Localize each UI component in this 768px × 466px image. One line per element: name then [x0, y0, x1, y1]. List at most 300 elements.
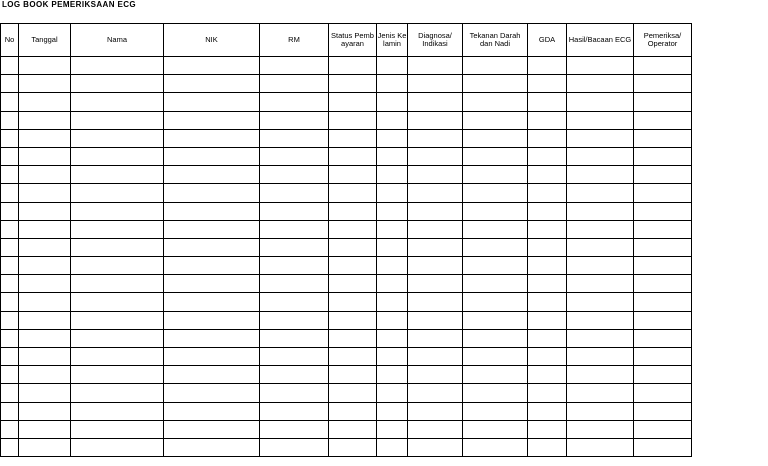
table-cell: [463, 147, 528, 165]
table-cell: [528, 147, 567, 165]
table-cell: [408, 129, 463, 147]
table-cell: [463, 184, 528, 202]
table-cell: [260, 402, 329, 420]
table-cell: [463, 129, 528, 147]
column-header-diagnosa: Diagnosa/ Indikasi: [408, 24, 463, 57]
table-row: [1, 238, 692, 256]
table-cell: [567, 420, 634, 438]
column-header-pemeriksa: Pemeriksa/ Operator: [634, 24, 692, 57]
table-cell: [408, 111, 463, 129]
table-cell: [164, 184, 260, 202]
table-cell: [408, 184, 463, 202]
table-row: [1, 220, 692, 238]
table-cell: [260, 184, 329, 202]
table-cell: [71, 75, 164, 93]
table-cell: [260, 238, 329, 256]
table-cell: [377, 93, 408, 111]
table-cell: [408, 75, 463, 93]
table-cell: [19, 184, 71, 202]
table-cell: [329, 438, 377, 456]
table-cell: [377, 257, 408, 275]
table-cell: [164, 93, 260, 111]
table-cell: [260, 275, 329, 293]
table-cell: [634, 129, 692, 147]
table-cell: [1, 93, 19, 111]
table-cell: [1, 348, 19, 366]
table-cell: [408, 311, 463, 329]
table-cell: [329, 420, 377, 438]
table-row: [1, 257, 692, 275]
table-cell: [567, 384, 634, 402]
table-cell: [463, 238, 528, 256]
table-cell: [634, 202, 692, 220]
table-cell: [463, 420, 528, 438]
table-cell: [377, 202, 408, 220]
table-cell: [528, 111, 567, 129]
table-cell: [463, 202, 528, 220]
table-row: [1, 402, 692, 420]
column-header-hasil-ecg: Hasil/Bacaan ECG: [567, 24, 634, 57]
table-cell: [1, 184, 19, 202]
table-cell: [377, 402, 408, 420]
table-row: [1, 93, 692, 111]
table-cell: [71, 220, 164, 238]
table-cell: [164, 420, 260, 438]
table-cell: [164, 75, 260, 93]
table-cell: [528, 438, 567, 456]
table-cell: [329, 402, 377, 420]
table-cell: [567, 293, 634, 311]
table-cell: [164, 311, 260, 329]
table-cell: [408, 238, 463, 256]
table-cell: [260, 202, 329, 220]
table-cell: [634, 293, 692, 311]
table-cell: [19, 438, 71, 456]
table-cell: [634, 348, 692, 366]
table-cell: [528, 329, 567, 347]
table-cell: [377, 184, 408, 202]
table-cell: [71, 293, 164, 311]
table-cell: [1, 275, 19, 293]
table-row: [1, 275, 692, 293]
table-cell: [164, 202, 260, 220]
table-cell: [567, 238, 634, 256]
table-cell: [567, 311, 634, 329]
table-cell: [260, 129, 329, 147]
table-cell: [377, 438, 408, 456]
table-cell: [19, 166, 71, 184]
table-cell: [463, 293, 528, 311]
table-cell: [1, 402, 19, 420]
table-cell: [19, 202, 71, 220]
table-cell: [377, 238, 408, 256]
table-cell: [19, 329, 71, 347]
table-cell: [1, 166, 19, 184]
table-row: [1, 438, 692, 456]
table-cell: [528, 166, 567, 184]
table-cell: [1, 366, 19, 384]
table-cell: [329, 275, 377, 293]
table-cell: [164, 111, 260, 129]
table-cell: [71, 329, 164, 347]
table-cell: [164, 384, 260, 402]
table-row: [1, 293, 692, 311]
table-cell: [260, 438, 329, 456]
table-cell: [567, 220, 634, 238]
table-cell: [164, 275, 260, 293]
logbook-table: [0, 23, 692, 457]
table-cell: [19, 75, 71, 93]
table-cell: [634, 420, 692, 438]
table-cell: [408, 57, 463, 75]
table-cell: [19, 57, 71, 75]
table-cell: [1, 384, 19, 402]
table-cell: [19, 384, 71, 402]
table-cell: [463, 166, 528, 184]
table-cell: [1, 420, 19, 438]
table-cell: [71, 57, 164, 75]
table-cell: [71, 93, 164, 111]
table-row: [1, 329, 692, 347]
table-cell: [528, 202, 567, 220]
table-cell: [1, 147, 19, 165]
table-cell: [408, 293, 463, 311]
table-cell: [260, 93, 329, 111]
table-cell: [164, 293, 260, 311]
table-cell: [634, 366, 692, 384]
table-cell: [329, 111, 377, 129]
table-cell: [71, 275, 164, 293]
table-cell: [260, 293, 329, 311]
table-cell: [19, 93, 71, 111]
table-cell: [329, 366, 377, 384]
table-cell: [19, 420, 71, 438]
column-header-tekanan-darah: Tekanan Darah dan Nadi: [463, 24, 528, 57]
table-cell: [1, 57, 19, 75]
table-cell: [408, 348, 463, 366]
table-cell: [567, 348, 634, 366]
table-cell: [528, 238, 567, 256]
table-cell: [329, 311, 377, 329]
table-cell: [71, 311, 164, 329]
table-cell: [377, 384, 408, 402]
table-row: [1, 184, 692, 202]
table-cell: [634, 275, 692, 293]
table-cell: [1, 438, 19, 456]
table-cell: [528, 220, 567, 238]
table-cell: [164, 129, 260, 147]
header-row: [1, 24, 692, 57]
table-cell: [1, 75, 19, 93]
table-cell: [567, 275, 634, 293]
table-cell: [71, 111, 164, 129]
table-cell: [463, 348, 528, 366]
table-cell: [528, 57, 567, 75]
table-cell: [19, 402, 71, 420]
table-cell: [164, 348, 260, 366]
table-cell: [528, 129, 567, 147]
table-cell: [634, 57, 692, 75]
table-cell: [71, 166, 164, 184]
table-cell: [567, 166, 634, 184]
table-cell: [377, 311, 408, 329]
table-cell: [260, 257, 329, 275]
table-cell: [329, 220, 377, 238]
table-cell: [377, 220, 408, 238]
table-row: [1, 75, 692, 93]
table-cell: [408, 166, 463, 184]
table-cell: [634, 311, 692, 329]
table-cell: [329, 93, 377, 111]
table-cell: [634, 329, 692, 347]
table-cell: [408, 147, 463, 165]
table-cell: [71, 202, 164, 220]
table-cell: [634, 166, 692, 184]
table-cell: [1, 129, 19, 147]
table-cell: [329, 257, 377, 275]
table-cell: [528, 402, 567, 420]
table-cell: [408, 366, 463, 384]
table-cell: [19, 348, 71, 366]
table-cell: [567, 329, 634, 347]
table-cell: [260, 311, 329, 329]
table-cell: [408, 220, 463, 238]
table-cell: [329, 129, 377, 147]
column-header-status-pembayaran: Status Pembayaran: [329, 24, 377, 57]
table-cell: [71, 184, 164, 202]
table-cell: [567, 57, 634, 75]
column-header-no: No: [1, 24, 19, 57]
table-row: [1, 57, 692, 75]
table-row: [1, 202, 692, 220]
table-cell: [528, 420, 567, 438]
table-cell: [634, 238, 692, 256]
table-cell: [528, 275, 567, 293]
table-cell: [408, 329, 463, 347]
table-cell: [528, 348, 567, 366]
table-row: [1, 311, 692, 329]
table-cell: [528, 384, 567, 402]
table-cell: [463, 402, 528, 420]
table-cell: [1, 238, 19, 256]
table-cell: [71, 348, 164, 366]
table-cell: [408, 93, 463, 111]
column-header-tanggal: Tanggal: [19, 24, 71, 57]
table-row: [1, 420, 692, 438]
table-cell: [634, 184, 692, 202]
table-cell: [528, 184, 567, 202]
table-cell: [463, 311, 528, 329]
table-cell: [260, 420, 329, 438]
table-cell: [377, 129, 408, 147]
table-cell: [1, 293, 19, 311]
table-cell: [408, 402, 463, 420]
table-row: [1, 147, 692, 165]
table-cell: [164, 57, 260, 75]
table-cell: [463, 57, 528, 75]
table-cell: [71, 129, 164, 147]
table-cell: [71, 420, 164, 438]
table-cell: [463, 384, 528, 402]
column-header-jenis-kelamin: Jenis Kelamin: [377, 24, 408, 57]
table-cell: [377, 147, 408, 165]
table-cell: [164, 166, 260, 184]
table-cell: [164, 438, 260, 456]
table-row: [1, 366, 692, 384]
table-cell: [329, 184, 377, 202]
table-cell: [634, 93, 692, 111]
table-cell: [408, 438, 463, 456]
table-cell: [260, 166, 329, 184]
table-cell: [260, 384, 329, 402]
table-cell: [463, 111, 528, 129]
table-cell: [528, 93, 567, 111]
table-cell: [260, 111, 329, 129]
table-cell: [377, 293, 408, 311]
table-row: [1, 111, 692, 129]
table-cell: [634, 111, 692, 129]
table-cell: [19, 366, 71, 384]
table-row: [1, 384, 692, 402]
logbook-body: [1, 57, 692, 457]
table-cell: [567, 402, 634, 420]
table-cell: [567, 257, 634, 275]
table-cell: [408, 384, 463, 402]
table-cell: [329, 293, 377, 311]
table-cell: [377, 111, 408, 129]
table-cell: [463, 366, 528, 384]
table-cell: [634, 147, 692, 165]
table-cell: [408, 257, 463, 275]
table-cell: [164, 402, 260, 420]
table-cell: [71, 402, 164, 420]
table-cell: [567, 75, 634, 93]
table-cell: [377, 275, 408, 293]
table-cell: [377, 348, 408, 366]
table-cell: [329, 348, 377, 366]
table-cell: [463, 438, 528, 456]
table-cell: [528, 75, 567, 93]
table-cell: [164, 238, 260, 256]
table-cell: [260, 220, 329, 238]
table-cell: [19, 238, 71, 256]
table-cell: [463, 275, 528, 293]
table-cell: [408, 275, 463, 293]
table-cell: [71, 438, 164, 456]
table-cell: [71, 384, 164, 402]
table-cell: [463, 220, 528, 238]
table-cell: [567, 184, 634, 202]
table-cell: [528, 257, 567, 275]
table-cell: [329, 166, 377, 184]
table-cell: [19, 257, 71, 275]
column-header-gda: GDA: [528, 24, 567, 57]
column-header-nama: Nama: [71, 24, 164, 57]
table-row: [1, 129, 692, 147]
table-cell: [634, 75, 692, 93]
table-cell: [463, 257, 528, 275]
table-cell: [329, 75, 377, 93]
table-cell: [634, 257, 692, 275]
table-cell: [463, 75, 528, 93]
column-header-rm: RM: [260, 24, 329, 57]
table-cell: [19, 311, 71, 329]
table-cell: [329, 238, 377, 256]
table-cell: [19, 220, 71, 238]
table-cell: [329, 329, 377, 347]
table-cell: [377, 166, 408, 184]
table-cell: [634, 402, 692, 420]
table-cell: [260, 366, 329, 384]
table-cell: [329, 147, 377, 165]
table-row: [1, 348, 692, 366]
table-cell: [528, 293, 567, 311]
table-cell: [260, 147, 329, 165]
table-cell: [71, 257, 164, 275]
table-cell: [19, 293, 71, 311]
table-cell: [19, 111, 71, 129]
table-cell: [567, 438, 634, 456]
table-cell: [528, 311, 567, 329]
table-cell: [260, 57, 329, 75]
table-cell: [377, 57, 408, 75]
table-cell: [1, 311, 19, 329]
table-cell: [329, 384, 377, 402]
table-cell: [634, 438, 692, 456]
table-cell: [408, 202, 463, 220]
table-cell: [1, 202, 19, 220]
table-cell: [408, 420, 463, 438]
table-cell: [164, 366, 260, 384]
table-cell: [1, 257, 19, 275]
table-cell: [634, 220, 692, 238]
table-cell: [1, 329, 19, 347]
table-cell: [567, 111, 634, 129]
table-cell: [1, 111, 19, 129]
table-cell: [71, 238, 164, 256]
table-cell: [1, 220, 19, 238]
table-cell: [567, 93, 634, 111]
table-cell: [634, 384, 692, 402]
table-row: [1, 166, 692, 184]
table-cell: [329, 57, 377, 75]
column-header-nik: NIK: [164, 24, 260, 57]
table-cell: [567, 147, 634, 165]
table-cell: [377, 366, 408, 384]
table-cell: [260, 348, 329, 366]
table-cell: [19, 275, 71, 293]
table-cell: [567, 129, 634, 147]
table-cell: [164, 147, 260, 165]
table-cell: [260, 329, 329, 347]
table-cell: [567, 366, 634, 384]
table-cell: [19, 147, 71, 165]
table-cell: [164, 257, 260, 275]
table-cell: [377, 75, 408, 93]
table-cell: [567, 202, 634, 220]
document-title: LOG BOOK PEMERIKSAAN ECG: [2, 0, 137, 9]
table-cell: [377, 329, 408, 347]
table-cell: [71, 366, 164, 384]
table-cell: [463, 93, 528, 111]
table-cell: [164, 220, 260, 238]
table-cell: [528, 366, 567, 384]
table-cell: [377, 420, 408, 438]
table-cell: [164, 329, 260, 347]
table-cell: [19, 129, 71, 147]
table-cell: [260, 75, 329, 93]
table-cell: [329, 202, 377, 220]
